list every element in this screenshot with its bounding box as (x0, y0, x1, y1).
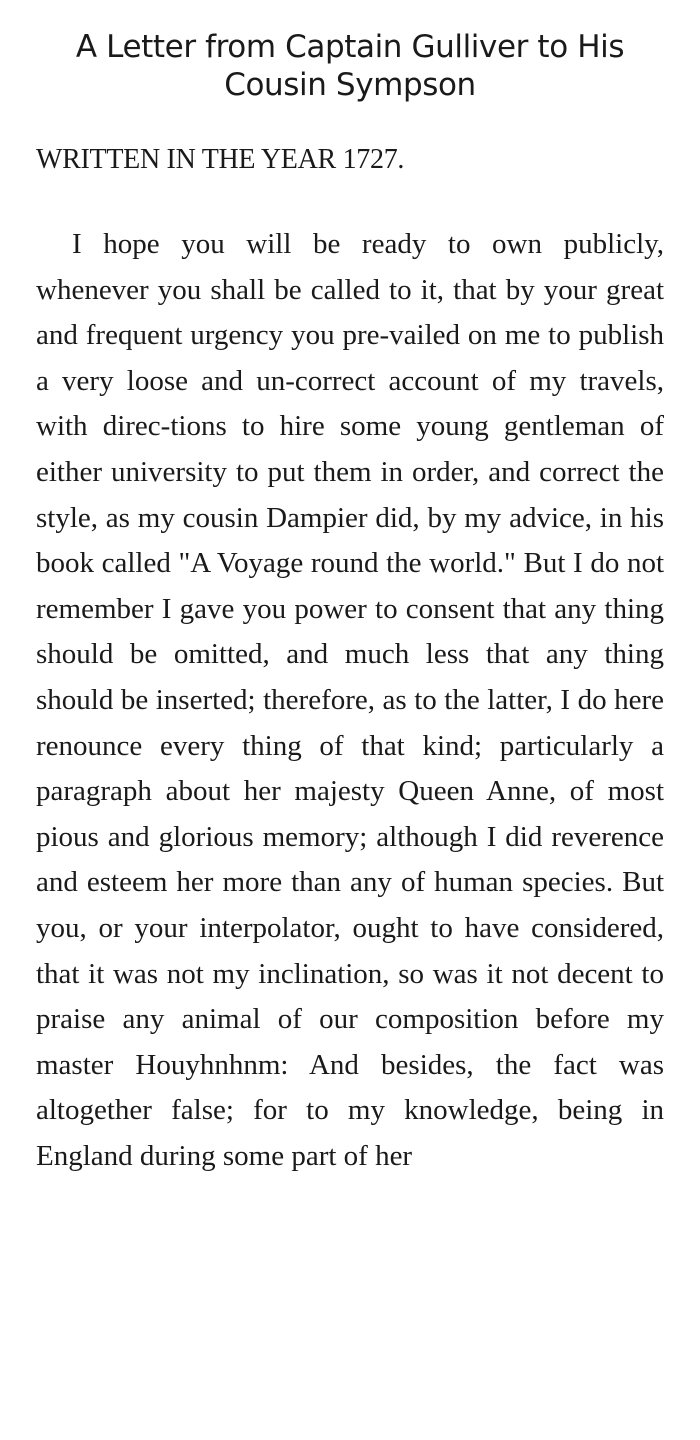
reader-page[interactable] (36, 28, 664, 1440)
chapter-paragraph: I hope you will be ready to own publicly, whenever you shall be called to it, that by your great and frequent urgency you pre-vailed on me to publish a very loose and un-correct account of my travels, with direc-tions to hire some young gentleman of either university to put them in order, and correct the style, as my cousin Dampier did, by my advice, in his book called "A Voyage round the world." But I do not remember I gave you power to consent that any thing should be omitted, and much less that any thing should be inserted; therefore, as to the latter, I do here renounce every thing of that kind; particularly a paragraph about her majesty Queen Anne, of most pious and glorious memory; although I did reverence and esteem her more than any of human species. But you, or your interpolator, ought to have considered, that it was not my inclination, so was it not decent to praise any animal of our composition before my master Houyhnhnm: And besides, the fact was altogether false; for to my knowledge, being in England during some part of her (36, 228, 664, 1172)
chapter-subtitle: WRITTEN IN THE YEAR 1727. (36, 144, 405, 175)
chapter-title: A Letter from Captain Gulliver to His Cousin Sympson (75, 29, 625, 103)
